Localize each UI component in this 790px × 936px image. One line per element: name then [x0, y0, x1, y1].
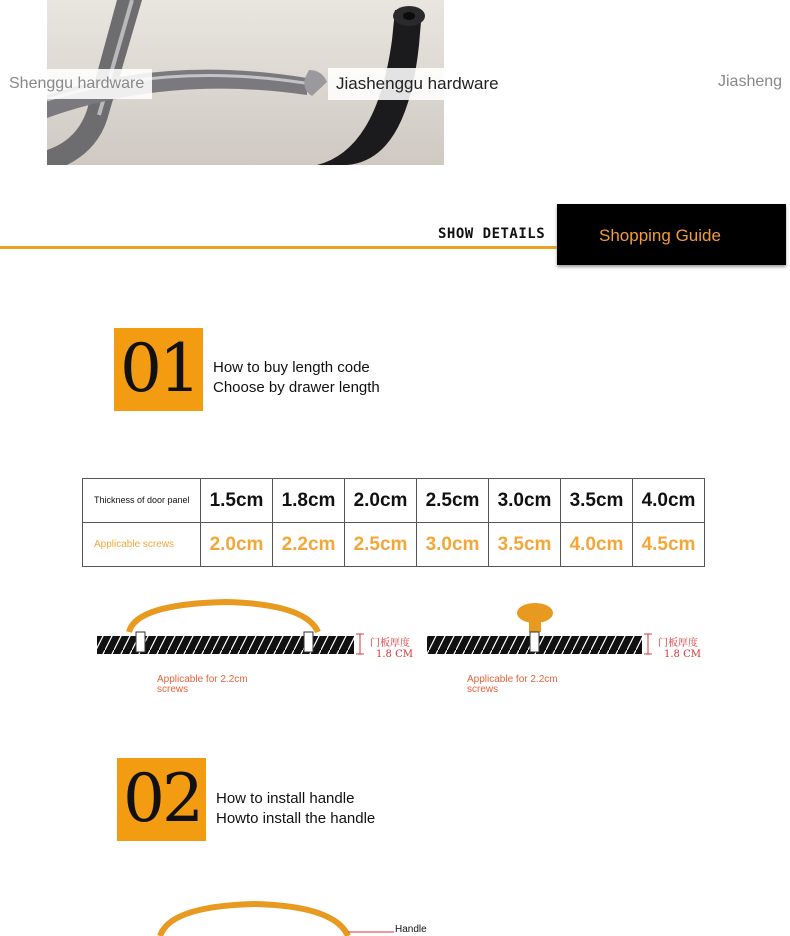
- table-cell: 1.5cm: [201, 479, 273, 523]
- section-divider: [0, 246, 560, 249]
- table-cell: 1.8cm: [273, 479, 345, 523]
- watermark-left: Shenggu hardware: [1, 69, 152, 99]
- thickness-label-right: [658, 638, 701, 660]
- table-cell: 2.5cm: [345, 523, 417, 567]
- handle-callout-label: Handle: [395, 924, 427, 935]
- shopping-guide-banner: [557, 204, 786, 265]
- step-01-line2: Choose by drawer length: [213, 379, 380, 396]
- shopping-guide-title: Shopping Guide: [599, 226, 721, 245]
- table-cell: 3.5cm: [489, 523, 561, 567]
- thickness-value: 1.8 CM: [376, 649, 413, 660]
- handle-shape: [129, 602, 318, 632]
- step-02-text: [216, 789, 375, 829]
- handle-screw-note: Applicable for 2.2cm screws: [157, 674, 248, 695]
- watermark-right: Jiasheng: [710, 67, 790, 97]
- step-badge-01: [114, 328, 203, 411]
- thickness-cn: 门板厚度: [370, 638, 410, 649]
- row-header-screws: Applicable screws: [83, 523, 201, 567]
- table-cell: 2.2cm: [273, 523, 345, 567]
- thickness-value: 1.8 CM: [664, 649, 701, 660]
- table-row-screws: [83, 523, 705, 567]
- watermark-center: Jiashenggu hardware: [328, 68, 507, 100]
- table-cell: 4.5cm: [633, 523, 705, 567]
- install-diagram: [150, 898, 410, 936]
- step-02-line2: Howto install the handle: [216, 810, 376, 827]
- show-details-label: SHOW DETAILS: [438, 226, 546, 242]
- step-number: 02: [123, 760, 201, 837]
- table-cell: 3.0cm: [417, 523, 489, 567]
- knob-screw-note: Applicable for 2.2cm screws: [467, 674, 558, 695]
- table-row-thickness: [83, 479, 705, 523]
- table-cell: 4.0cm: [561, 523, 633, 567]
- step-01-text: [213, 358, 380, 398]
- table-cell: 2.0cm: [345, 479, 417, 523]
- table-cell: 4.0cm: [633, 479, 705, 523]
- handle-shape: [160, 904, 348, 936]
- thickness-cn: 门板厚度: [658, 638, 698, 649]
- size-table: [82, 478, 705, 567]
- step-01-line1: How to buy length code: [213, 359, 370, 376]
- step-badge-02: [117, 758, 206, 841]
- step-02-line1: How to install handle: [216, 790, 355, 807]
- table-cell: 2.0cm: [201, 523, 273, 567]
- row-header-thickness: Thickness of door panel: [83, 479, 201, 523]
- table-cell: 2.5cm: [417, 479, 489, 523]
- table-cell: 3.0cm: [489, 479, 561, 523]
- step-number: 01: [120, 330, 198, 407]
- thickness-label-left: [370, 638, 413, 660]
- table-cell: 3.5cm: [561, 479, 633, 523]
